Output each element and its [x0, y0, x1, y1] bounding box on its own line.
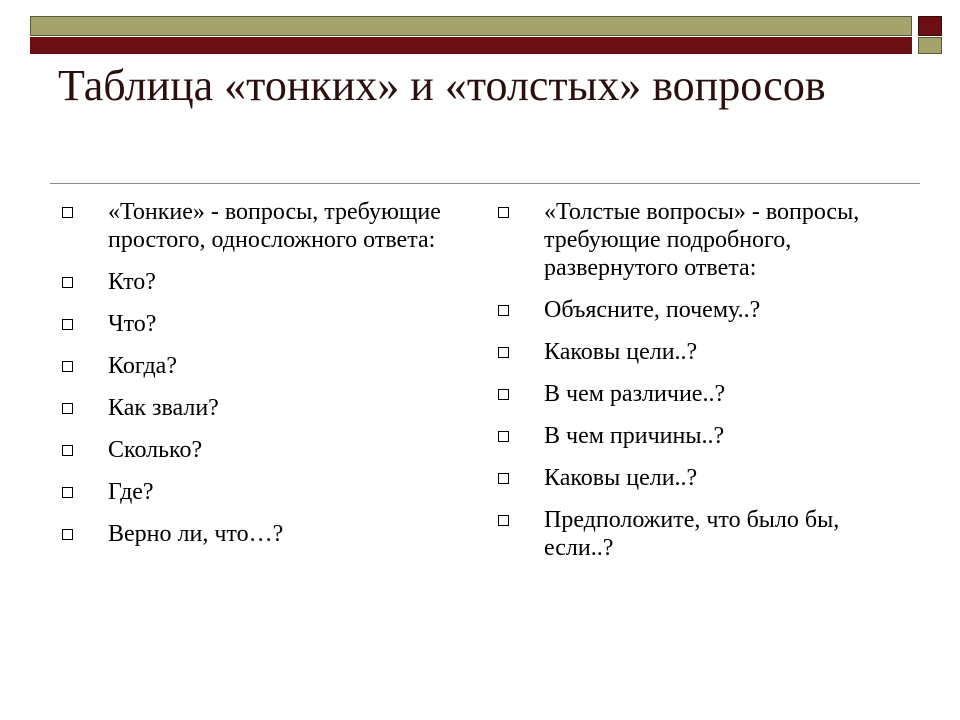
list-item — [62, 520, 462, 548]
list-item — [498, 296, 908, 324]
list-item-text: Где? — [108, 479, 154, 505]
list-item — [498, 422, 908, 450]
list-item-text: В чем причины..? — [544, 423, 725, 449]
hollow-square-bullet-icon — [62, 445, 73, 456]
corner-block-olive — [918, 37, 942, 54]
hollow-square-bullet-icon — [62, 487, 73, 498]
hollow-square-bullet-icon — [498, 389, 509, 400]
list-item — [62, 310, 462, 338]
list-item — [498, 506, 908, 562]
hollow-square-bullet-icon — [62, 207, 73, 218]
list-item-text: Каковы цели..? — [544, 339, 698, 365]
hollow-square-bullet-icon — [498, 473, 509, 484]
list-item-text: Кто? — [108, 269, 156, 295]
list-item — [62, 478, 462, 506]
hollow-square-bullet-icon — [62, 361, 73, 372]
hollow-square-bullet-icon — [62, 277, 73, 288]
list-item — [62, 268, 462, 296]
list-item-text: Что? — [108, 311, 157, 337]
header-band-olive — [30, 16, 912, 36]
title-divider — [50, 183, 920, 184]
list-item-text: Верно ли, что…? — [108, 521, 284, 547]
list-item-text: «Толстые вопросы» - вопросы, требующие подробного, развернутого ответа: — [544, 199, 860, 281]
list-item — [62, 198, 462, 254]
list-item-text: Каковы цели..? — [544, 465, 698, 491]
hollow-square-bullet-icon — [62, 319, 73, 330]
hollow-square-bullet-icon — [498, 431, 509, 442]
thick-questions-list — [498, 198, 908, 576]
list-item — [498, 380, 908, 408]
list-item-text: Когда? — [108, 353, 177, 379]
list-item-text: Как звали? — [108, 395, 219, 421]
list-item — [62, 436, 462, 464]
list-item-text: Сколько? — [108, 437, 203, 463]
list-item-text: Объясните, почему..? — [544, 297, 761, 323]
hollow-square-bullet-icon — [498, 347, 509, 358]
hollow-square-bullet-icon — [498, 207, 509, 218]
list-item — [62, 352, 462, 380]
header-band-maroon — [30, 37, 912, 54]
hollow-square-bullet-icon — [62, 529, 73, 540]
hollow-square-bullet-icon — [498, 305, 509, 316]
slide-title: Таблица «тонких» и «толстых» вопросов — [58, 61, 826, 110]
list-item — [62, 394, 462, 422]
corner-block-maroon — [918, 16, 942, 36]
hollow-square-bullet-icon — [62, 403, 73, 414]
list-item-text: В чем различие..? — [544, 381, 726, 407]
list-item-text: «Тонкие» - вопросы, требующие простого, односложного ответа: — [108, 199, 441, 253]
list-item — [498, 338, 908, 366]
hollow-square-bullet-icon — [498, 515, 509, 526]
list-item — [498, 464, 908, 492]
thin-questions-list — [62, 198, 462, 562]
list-item-text: Предположите, что было бы, если..? — [544, 507, 840, 561]
list-item — [498, 198, 908, 282]
